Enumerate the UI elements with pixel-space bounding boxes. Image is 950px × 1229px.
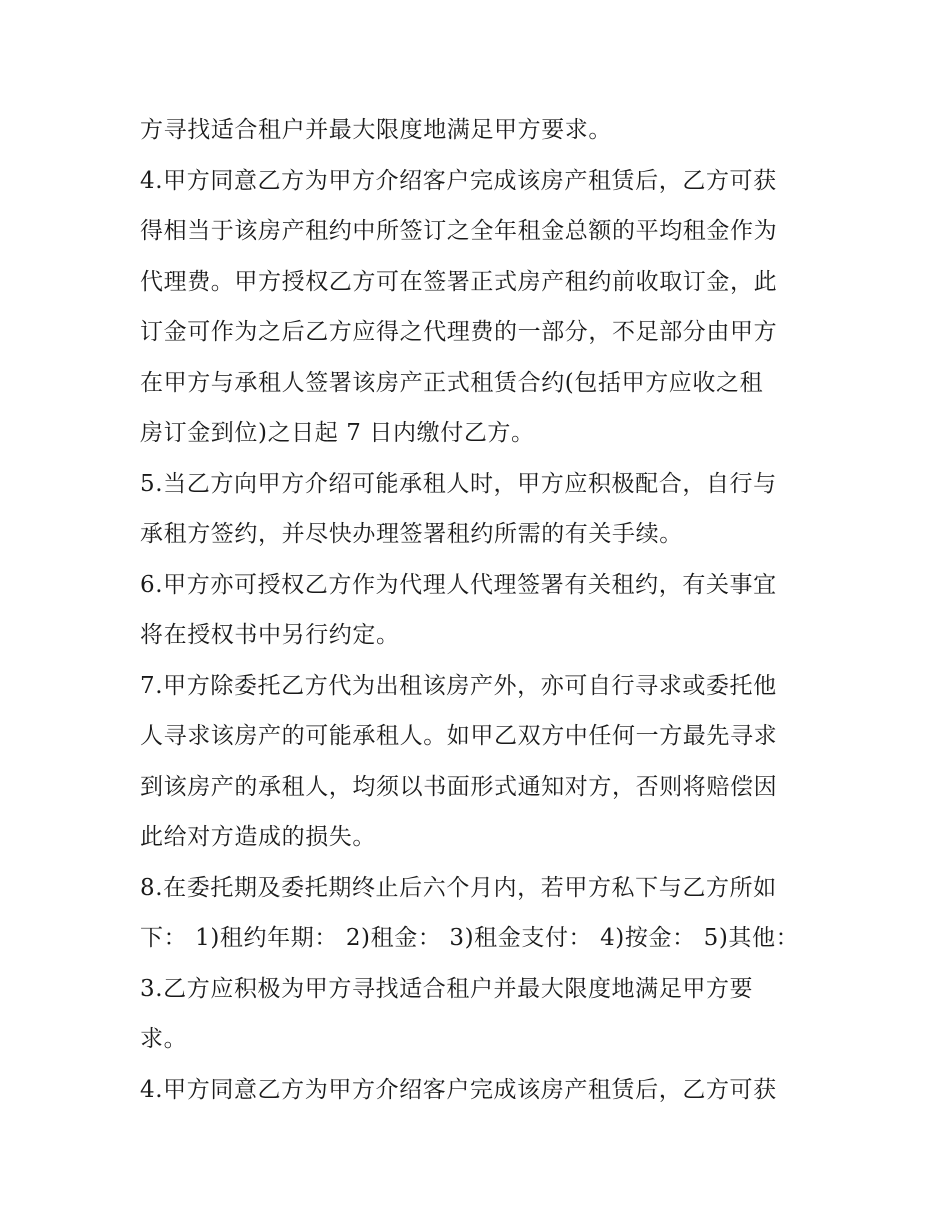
text-line: 方寻找适合租户并最大限度地满足甲方要求。	[140, 117, 612, 143]
text-line: 求。	[140, 1026, 188, 1052]
text-line: 订金可作为之后乙方应得之代理费的一部分，不足部分由甲方	[140, 319, 778, 345]
text-line: 此给对方造成的损失。	[140, 824, 376, 850]
text-line: 下： 1)租约年期： 2)租金： 3)租金支付： 4)按金： 5)其他：	[140, 925, 800, 951]
text-line: 4.甲方同意乙方为甲方介绍客户完成该房产租赁后，乙方可获	[140, 167, 777, 194]
text-line: 到该房产的承租人，均须以书面形式通知对方，否则将赔偿因	[140, 773, 778, 800]
text-line: 7.甲方除委托乙方代为出租该房产外，亦可自行寻求或委托他	[140, 672, 777, 699]
text-line: 承租方签约，并尽快办理签署租约所需的有关手续。	[140, 521, 683, 547]
text-line: 8.在委托期及委托期终止后六个月内，若甲方私下与乙方所如	[140, 874, 777, 901]
text-line: 代理费。甲方授权乙方可在签署正式房产租约前收取订金，此	[140, 268, 778, 295]
document-body	[140, 105, 820, 1115]
text-line: 5.当乙方向甲方介绍可能承租人时，甲方应积极配合，自行与	[140, 470, 777, 497]
text-line: 得相当于该房产租约中所签订之全年租金总额的平均租金作为	[140, 218, 778, 244]
text-line: 4.甲方同意乙方为甲方介绍客户完成该房产租赁后，乙方可获	[140, 1076, 777, 1103]
text-line: 6.甲方亦可授权乙方作为代理人代理签署有关租约，有关事宜	[140, 571, 777, 598]
text-line: 将在授权书中另行约定。	[140, 622, 400, 648]
text-line: 房订金到位)之日起 7 日内缴付乙方。	[140, 420, 535, 446]
text-line: 人寻求该房产的可能承租人。如甲乙双方中任何一方最先寻求	[140, 723, 778, 749]
text-line: 在甲方与承租人签署该房产正式租赁合约(包括甲方应收之租	[140, 369, 764, 396]
text-line: 3.乙方应积极为甲方寻找适合租户并最大限度地满足甲方要	[140, 975, 754, 1002]
